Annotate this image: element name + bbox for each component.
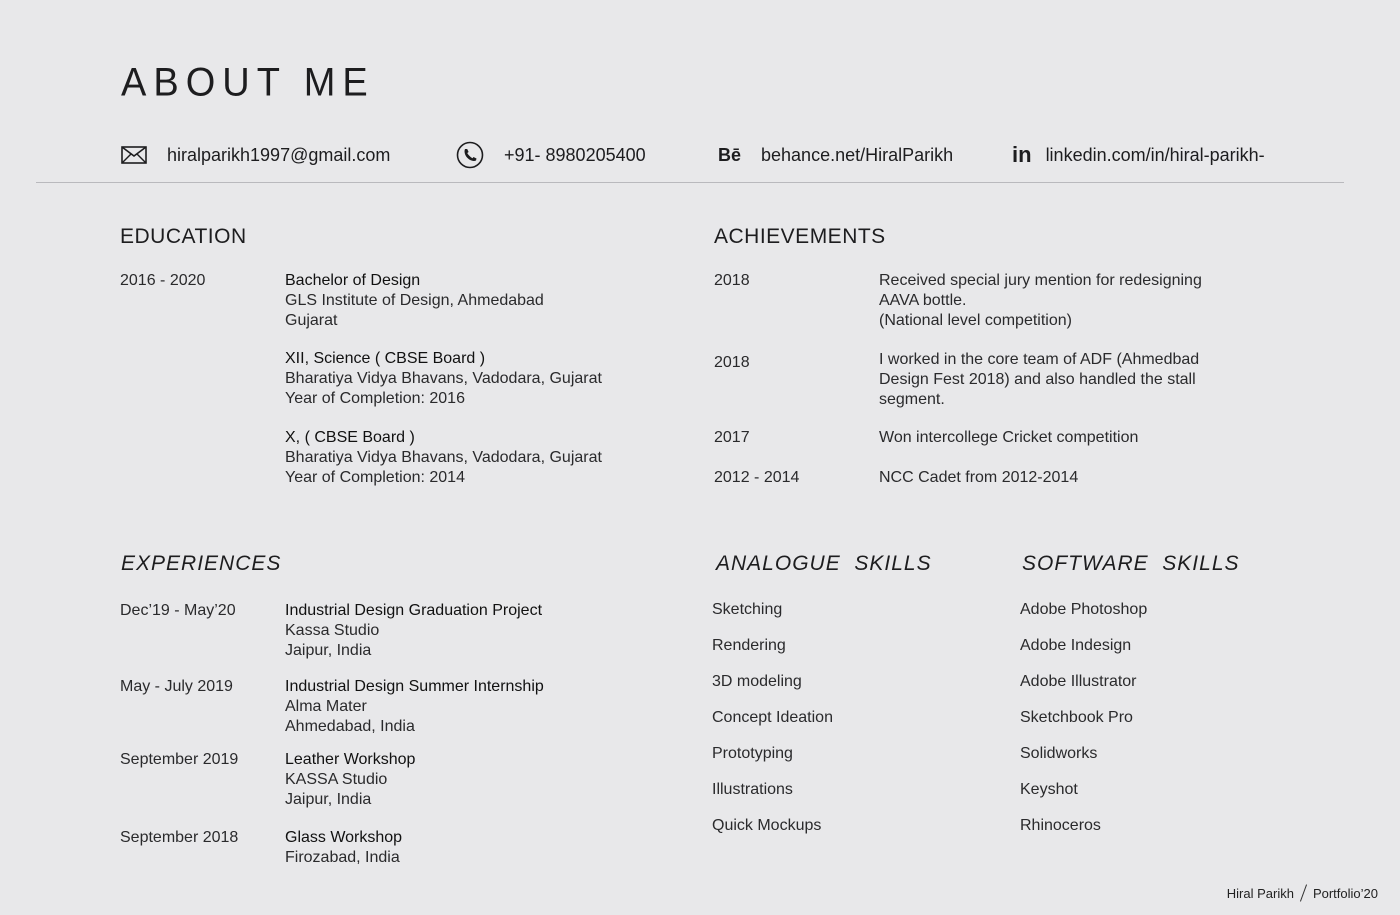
skill-item: Quick Mockups — [712, 817, 822, 834]
behance-icon: Bē — [718, 144, 742, 165]
experience-line: KASSA Studio — [285, 771, 388, 788]
skill-item: Adobe Photoshop — [1020, 601, 1148, 618]
experience-date: September 2019 — [120, 751, 239, 768]
education-item-title: Bachelor of Design — [285, 272, 421, 289]
skill-item: Adobe Illustrator — [1020, 673, 1137, 690]
contact-row — [0, 138, 1400, 172]
experience-line: Jaipur, India — [285, 642, 372, 659]
software-skills-title: SOFTWARE SKILLS — [1022, 552, 1240, 575]
achievement-date: 2018 — [714, 272, 750, 289]
achievement-line: AAVA bottle. — [879, 292, 967, 309]
linkedin-text: linkedin.com/in/hiral-parikh- — [1045, 144, 1265, 165]
education-item — [285, 349, 602, 409]
skill-item: 3D modeling — [712, 673, 802, 690]
header-divider — [36, 182, 1344, 183]
experience-date: Dec’19 - May’20 — [120, 602, 236, 619]
phone-text: +91- 8980205400 — [504, 144, 646, 165]
education-item — [285, 428, 602, 488]
education-item-line: Bharatiya Vidya Bhavans, Vadodara, Gujarat — [285, 370, 602, 387]
skill-item: Prototyping — [712, 745, 793, 762]
experience-details — [285, 828, 402, 868]
education-title: EDUCATION — [120, 225, 247, 248]
software-skills-list — [1020, 600, 1147, 852]
experience-row — [120, 750, 680, 814]
achievement-date: 2012 - 2014 — [714, 469, 800, 486]
experience-title: Industrial Design Summer Internship — [285, 678, 544, 695]
achievement-text — [879, 350, 1199, 410]
linkedin-icon: in — [1012, 142, 1032, 167]
experience-details — [285, 601, 542, 661]
achievement-text — [879, 271, 1202, 331]
education-item-line: GLS Institute of Design, Ahmedabad — [285, 292, 544, 309]
footer-name: Hiral Parikh — [1226, 885, 1294, 901]
achievement-line: Won intercollege Cricket competition — [879, 429, 1139, 446]
achievement-line: I worked in the core team of ADF (Ahmedbad — [879, 351, 1200, 368]
linkedin-contact[interactable] — [1012, 138, 1265, 172]
experience-line: Kassa Studio — [285, 622, 380, 639]
page-title: ABOUT ME — [121, 60, 375, 106]
experience-date: May - July 2019 — [120, 678, 233, 695]
achievements-title: ACHIEVEMENTS — [714, 225, 886, 248]
phone-icon — [456, 141, 484, 169]
experience-line: Ahmedabad, India — [285, 718, 415, 735]
achievement-line: Design Fest 2018) and also handled the stall — [879, 371, 1196, 388]
experience-details — [285, 750, 415, 810]
achievement-text — [879, 428, 1138, 448]
experience-title: Glass Workshop — [285, 829, 403, 846]
achievement-date: 2017 — [714, 429, 750, 446]
email-text: hiralparikh1997@gmail.com — [167, 144, 391, 165]
mail-icon — [121, 146, 147, 164]
skill-item: Concept Ideation — [712, 709, 833, 726]
education-item-line: Year of Completion: 2016 — [285, 390, 465, 407]
analogue-skills-list — [712, 600, 833, 852]
achievement-line: (National level competition) — [879, 312, 1072, 329]
skill-item: Adobe Indesign — [1020, 637, 1132, 654]
education-date: 2016 - 2020 — [120, 272, 206, 289]
achievement-line: NCC Cadet from 2012-2014 — [879, 469, 1079, 486]
experience-row — [120, 601, 680, 665]
skill-item: Rendering — [712, 637, 786, 654]
education-entry — [120, 271, 680, 491]
experience-row — [120, 677, 680, 741]
experience-title: Industrial Design Graduation Project — [285, 602, 543, 619]
education-item-line: Year of Completion: 2014 — [285, 469, 465, 486]
experience-details — [285, 677, 544, 737]
experience-line: Alma Mater — [285, 698, 367, 715]
skill-item: Sketching — [712, 601, 783, 618]
skill-item: Solidworks — [1020, 745, 1098, 762]
education-item-line: Bharatiya Vidya Bhavans, Vadodara, Gujarat — [285, 449, 602, 466]
skill-item: Sketchbook Pro — [1020, 709, 1133, 726]
achievement-row — [714, 428, 1274, 452]
skill-item: Illustrations — [712, 781, 793, 798]
behance-contact[interactable] — [718, 138, 953, 172]
experience-line: Jaipur, India — [285, 791, 372, 808]
skill-item: Keyshot — [1020, 781, 1078, 798]
analogue-skills-title: ANALOGUE SKILLS — [716, 552, 932, 575]
footer-portfolio: Portfolio’20 — [1312, 885, 1378, 901]
education-item-line: Gujarat — [285, 312, 338, 329]
achievement-text — [879, 468, 1078, 488]
footer — [1227, 884, 1378, 902]
experience-row — [120, 828, 680, 872]
experience-title: Leather Workshop — [285, 751, 416, 768]
education-item-title: X, ( CBSE Board ) — [285, 429, 415, 446]
education-item-title: XII, Science ( CBSE Board ) — [285, 350, 486, 367]
achievement-date: 2018 — [714, 354, 750, 371]
education-item — [285, 271, 544, 331]
experiences-title: EXPERIENCES — [121, 552, 282, 575]
achievement-line: Received special jury mention for redesigning — [879, 272, 1202, 289]
skill-item: Rhinoceros — [1020, 817, 1101, 834]
footer-divider — [1300, 884, 1307, 901]
achievement-row — [714, 350, 1274, 408]
achievement-line: segment. — [879, 391, 945, 408]
behance-text: behance.net/HiralParikh — [761, 144, 954, 165]
achievement-row — [714, 468, 1274, 492]
email-contact[interactable] — [121, 138, 390, 172]
experience-line: Firozabad, India — [285, 849, 400, 866]
phone-contact[interactable] — [456, 138, 646, 172]
experience-date: September 2018 — [120, 829, 239, 846]
achievement-row — [714, 271, 1274, 329]
